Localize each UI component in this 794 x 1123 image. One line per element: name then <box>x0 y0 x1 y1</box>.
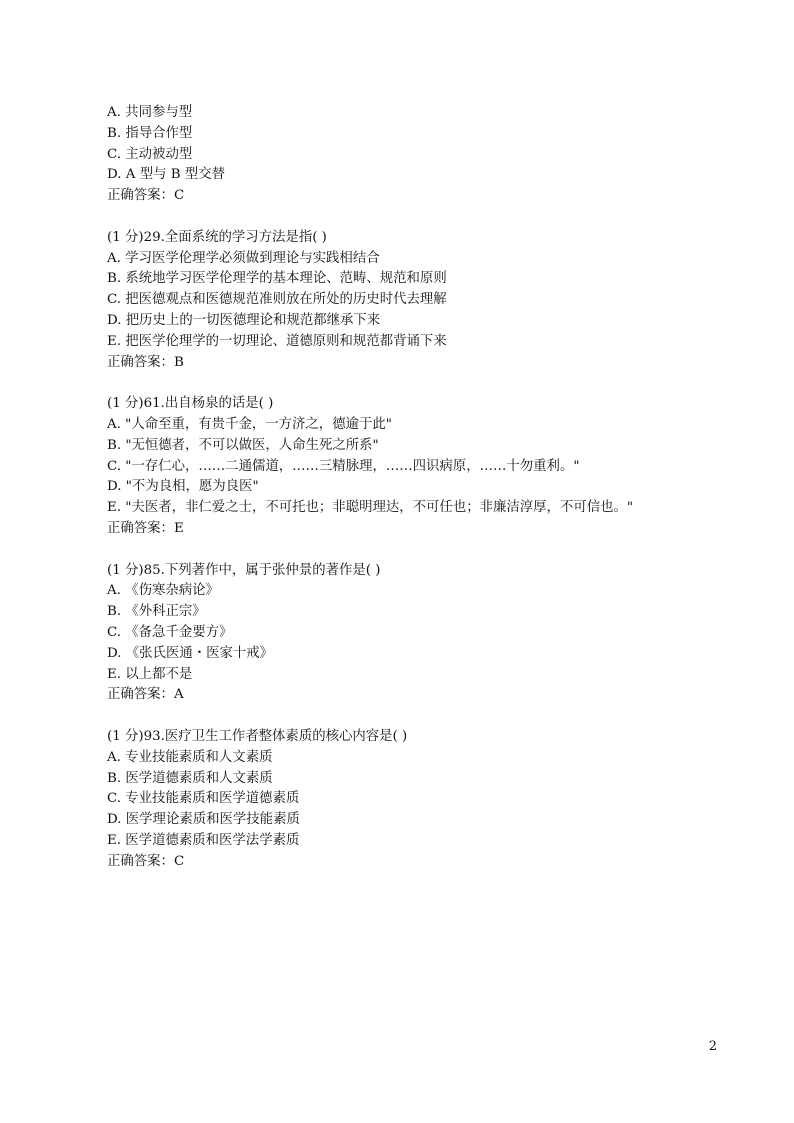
option-a: A. 共同参与型 <box>107 105 193 120</box>
answer-line: 正确答案：B <box>107 354 184 370</box>
option-d: D. 把历史上的一切医德理论和规范都继承下来 <box>107 312 381 328</box>
option-b: B. 指导合作型 <box>107 125 193 141</box>
option-e: E. 医学道德素质和医学法学素质 <box>107 832 300 848</box>
answer-line: 正确答案：E <box>107 520 184 536</box>
question-block <box>107 394 747 540</box>
option-b: B. 系统地学习医学伦理学的基本理论、范畴、规范和原则 <box>107 271 447 287</box>
option-c: C. "一存仁心，……二通儒道，……三精脉理，……四识病原，……十勿重利。" <box>107 458 580 474</box>
option-c: C. 把医德观点和医德规范准则放在所处的历史时代去理解 <box>107 292 447 308</box>
question-block <box>107 561 747 707</box>
option-d: D. "不为良相，愿为良医" <box>107 479 259 495</box>
option-e: E. 把医学伦理学的一切理论、道德原则和规范都背诵下来 <box>107 333 447 349</box>
question-text: (1 分)61.出自杨泉的话是( ) <box>107 396 274 412</box>
question-text: (1 分)85.下列著作中，属于张仲景的著作是( ) <box>107 562 381 578</box>
option-a: A. 专业技能素质和人文素质 <box>107 749 273 765</box>
spacer <box>107 540 747 561</box>
question-block <box>107 727 747 873</box>
question-block <box>107 103 747 207</box>
question-text: (1 分)29.全面系统的学习方法是指( ) <box>107 229 327 245</box>
option-a: A. 《伤寒杂病论》 <box>107 583 219 599</box>
spacer <box>107 706 747 727</box>
option-a: A. "人命至重，有贵千金，一方济之，德逾于此" <box>107 416 392 432</box>
option-c: C. 主动被动型 <box>107 146 193 162</box>
question-block <box>107 228 747 374</box>
answer-line: 正确答案：C <box>107 188 185 204</box>
spacer <box>107 207 747 228</box>
option-b: B. "无恒德者，不可以做医，人命生死之所系" <box>107 437 379 453</box>
option-d: D. 《张氏医通・医家十戒》 <box>107 645 274 661</box>
spacer <box>107 373 747 394</box>
option-b: B. 医学道德素质和人文素质 <box>107 770 273 786</box>
answer-line: 正确答案：C <box>107 853 185 869</box>
option-e: E. 以上都不是 <box>107 666 193 682</box>
answer-line: 正确答案：A <box>107 687 184 703</box>
option-c: C. 《备急千金要方》 <box>107 624 233 640</box>
option-e: E. "夫医者，非仁爱之士，不可托也；非聪明理达，不可任也；非廉洁淳厚，不可信也。" <box>107 500 634 516</box>
page-number: 2 <box>708 1039 717 1054</box>
question-list <box>107 103 747 872</box>
option-b: B. 《外科正宗》 <box>107 604 206 620</box>
option-d: D. A 型与 B 型交替 <box>107 167 226 183</box>
option-a: A. 学习医学伦理学必须做到理论与实践相结合 <box>107 250 380 266</box>
option-c: C. 专业技能素质和医学道德素质 <box>107 791 300 807</box>
question-text: (1 分)93.医疗卫生工作者整体素质的核心内容是( ) <box>107 728 408 744</box>
option-d: D. 医学理论素质和医学技能素质 <box>107 812 300 828</box>
